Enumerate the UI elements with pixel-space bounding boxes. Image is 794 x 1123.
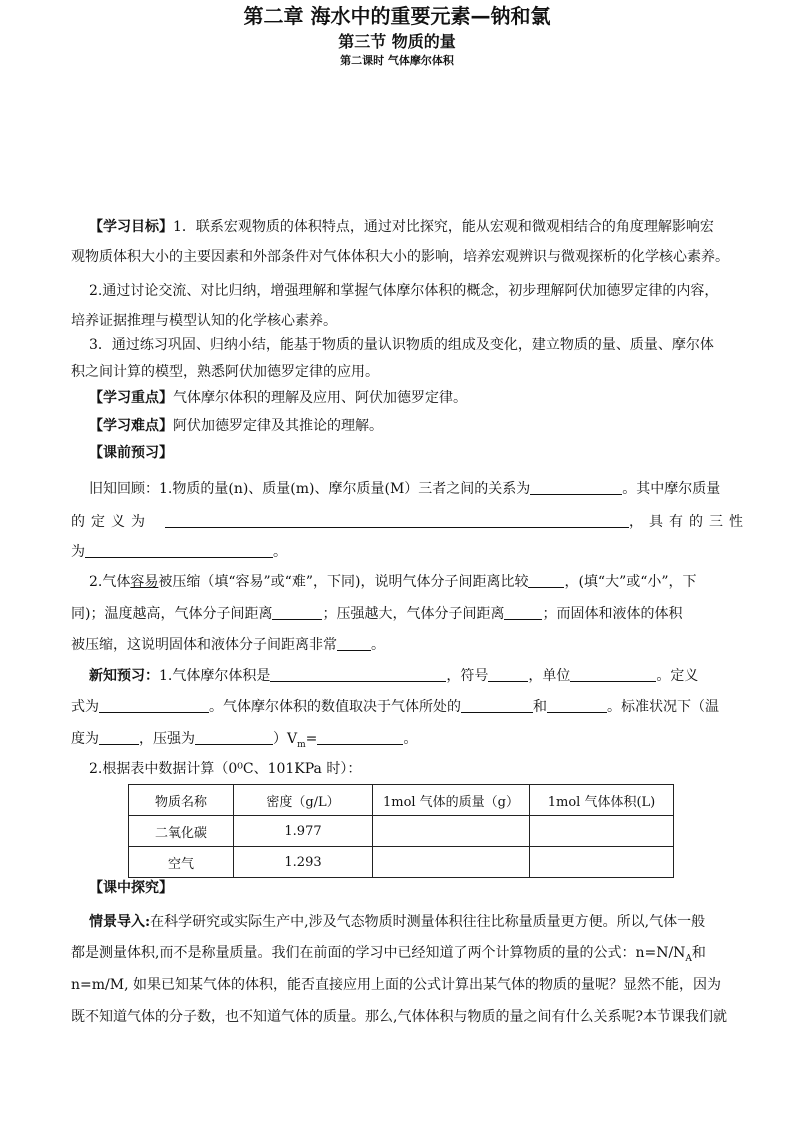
new-b2: 。气体摩尔体积的数值取决于气体所处的 bbox=[209, 699, 461, 715]
key-points-text: 气体摩尔体积的理解及应用、阿伏加德罗定律。 bbox=[173, 390, 467, 406]
section-title: 第三节 物质的量 bbox=[338, 32, 456, 51]
na-subscript: A bbox=[685, 953, 692, 964]
q2-a1: 2.气体 bbox=[89, 574, 131, 590]
q2-b1: 同)；温度越高，气体分子间距离 bbox=[71, 606, 273, 622]
key-points-label: 【学习重点】 bbox=[89, 390, 173, 406]
preview-label: 【课前预习】 bbox=[89, 445, 173, 461]
new-a2: ，符号 bbox=[446, 668, 489, 684]
objective-line bbox=[89, 219, 714, 236]
review-b2: ，具有的三性 bbox=[629, 514, 749, 530]
vm-subscript: m bbox=[297, 739, 306, 750]
blank-pressure[interactable] bbox=[504, 605, 542, 620]
inquiry-label: 【课中探究】 bbox=[89, 880, 173, 896]
q2-line-a bbox=[89, 573, 697, 591]
table-cell-input[interactable] bbox=[530, 816, 674, 847]
review-line-c bbox=[71, 543, 287, 561]
blank-condition-2[interactable] bbox=[547, 698, 607, 713]
intro-text-3: n=m/M, 如果已知某气体的体积，能否直接应用上面的公式计算出某气体的物质的量呢？显然不能，因为 bbox=[71, 977, 721, 993]
intro-text-4: 既不知道气体的分子数，也不知道气体的质量。那么,气体体积与物质的量之间有什么关系呢?本节课我们就 bbox=[71, 1009, 727, 1025]
blank-temperature[interactable] bbox=[272, 605, 322, 620]
objective-3a: 3．通过练习巩固、归纳小结，能基于物质的量认识物质的组成及变化，建立物质的量、质量、摩尔体 bbox=[89, 337, 714, 353]
blank-unit[interactable] bbox=[570, 667, 656, 682]
table-cell: 1.293 bbox=[234, 847, 373, 878]
review-a1: 旧知回顾：1.物质的量(n)、质量(m)、摩尔质量(M）三者之间的关系为 bbox=[89, 481, 531, 497]
intro-text-1: 在科学研究或实际生产中,涉及气态物质时测量体积往往比称量质量更方便。所以,气体一般 bbox=[150, 914, 706, 930]
blank-std-temperature[interactable] bbox=[99, 730, 139, 745]
table-cell: 1.977 bbox=[234, 816, 373, 847]
data-table bbox=[128, 784, 674, 878]
objective-2b: 培养证据推理与模型认知的化学核心素养。 bbox=[71, 313, 337, 329]
new-line-c bbox=[71, 730, 417, 751]
table-row bbox=[129, 847, 674, 878]
table-question: 2.根据表中数据计算（0⁰C、101KPa 时）： bbox=[89, 761, 362, 777]
difficulties bbox=[89, 418, 383, 435]
new-a3: ，单位 bbox=[528, 668, 571, 684]
new-line-b bbox=[71, 698, 719, 716]
new-preview-label: 新知预习： bbox=[89, 668, 159, 684]
lesson-title: 第二课时 气体摩尔体积 bbox=[340, 54, 454, 67]
blank-condition-1[interactable] bbox=[461, 698, 533, 713]
blank-three-properties[interactable] bbox=[85, 543, 273, 558]
objective-1a: 1．联系宏观物质的体积特点，通过对比探究，能从宏观和微观相结合的角度理解影响宏 bbox=[173, 219, 714, 235]
review-a2: 。其中摩尔质量 bbox=[622, 481, 721, 497]
objective-2a: 2.通过讨论交流、对比归纳，增强理解和掌握气体摩尔体积的概念，初步理解阿伏加德罗定律的内容， bbox=[89, 283, 719, 299]
q2-b3: ；而固体和液体的体积 bbox=[542, 606, 683, 622]
q2-line-b bbox=[71, 605, 682, 623]
objective-1b: 观物质体积大小的主要因素和外部条件对气体体积大小的影响，培养宏观辨识与微观探析的化学核心素养。 bbox=[71, 249, 729, 265]
intro-text-2: 都是测量体积,而不是称量质量。我们在前面的学习中已经知道了两个计算物质的量的公式：n=N/N bbox=[71, 945, 686, 961]
q2-a3: ，(填“大”或“小”，下 bbox=[564, 574, 697, 590]
inquiry-line-1 bbox=[89, 914, 705, 931]
review-b1: 的定义为 bbox=[71, 514, 151, 530]
difficulties-text: 阿伏加德罗定律及其推论的理解。 bbox=[173, 418, 383, 434]
table-cell-input[interactable] bbox=[530, 847, 674, 878]
objectives-label: 【学习目标】 bbox=[89, 219, 173, 235]
table-row bbox=[129, 816, 674, 847]
new-b4: 。标准状况下（温 bbox=[607, 699, 719, 715]
intro-label: 情景导入: bbox=[89, 914, 151, 930]
new-c1: 度为 bbox=[71, 731, 99, 747]
key-points bbox=[89, 390, 467, 407]
new-c3: ）V bbox=[273, 731, 298, 747]
review-line-a bbox=[89, 480, 720, 498]
q2-c1: 被压缩，这说明固体和液体分子间距离非常 bbox=[71, 637, 337, 653]
new-line-a bbox=[89, 667, 698, 685]
new-a4: 。定义 bbox=[656, 668, 699, 684]
table-cell-input[interactable] bbox=[373, 847, 530, 878]
new-b1: 式为 bbox=[71, 699, 99, 715]
table-header: 1mol 气体的质量（g） bbox=[373, 785, 530, 816]
new-c2: ，压强为 bbox=[139, 731, 195, 747]
blank-molar-mass-definition[interactable] bbox=[165, 513, 629, 528]
difficulties-label: 【学习难点】 bbox=[89, 418, 173, 434]
blank-molar-volume[interactable] bbox=[270, 667, 446, 682]
new-a1: 1.气体摩尔体积是 bbox=[159, 668, 271, 684]
table-cell: 二氧化碳 bbox=[129, 816, 234, 847]
blank-solid-distance[interactable] bbox=[337, 636, 371, 651]
q2-line-c bbox=[71, 636, 385, 654]
q2-b2: ；压强越大，气体分子间距离 bbox=[322, 606, 505, 622]
new-c4: = bbox=[305, 731, 318, 747]
q2-fill-answer: 容易 bbox=[130, 574, 159, 590]
intro-text-2-end: 和 bbox=[691, 945, 706, 961]
blank-symbol[interactable] bbox=[488, 667, 528, 682]
table-cell-input[interactable] bbox=[373, 816, 530, 847]
q2-a2: 被压缩（填“容易”或“难”，下同)，说明气体分子间距离比较 bbox=[158, 574, 529, 590]
objective-3b: 积之间计算的模型，熟悉阿伏加德罗定律的应用。 bbox=[71, 364, 379, 380]
table-header: 1mol 气体体积(L) bbox=[530, 785, 674, 816]
review-c1: 为 bbox=[71, 544, 85, 560]
q2-c2: 。 bbox=[371, 637, 385, 653]
new-c5: 。 bbox=[403, 731, 418, 747]
new-b3: 和 bbox=[533, 699, 547, 715]
blank-formula[interactable] bbox=[99, 698, 209, 713]
table-header: 密度（g/L） bbox=[234, 785, 373, 816]
blank-vm-value[interactable] bbox=[317, 730, 403, 745]
review-c2: 。 bbox=[273, 544, 287, 560]
chapter-title: 第二章 海水中的重要元素—钠和氯 bbox=[243, 4, 551, 28]
review-line-b bbox=[71, 513, 749, 531]
inquiry-line-2 bbox=[71, 945, 706, 965]
table-cell: 空气 bbox=[129, 847, 234, 878]
blank-relation[interactable] bbox=[530, 480, 622, 495]
blank-std-pressure[interactable] bbox=[195, 730, 273, 745]
table-header-row bbox=[129, 785, 674, 816]
table-header: 物质名称 bbox=[129, 785, 234, 816]
blank-distance[interactable] bbox=[528, 573, 564, 588]
